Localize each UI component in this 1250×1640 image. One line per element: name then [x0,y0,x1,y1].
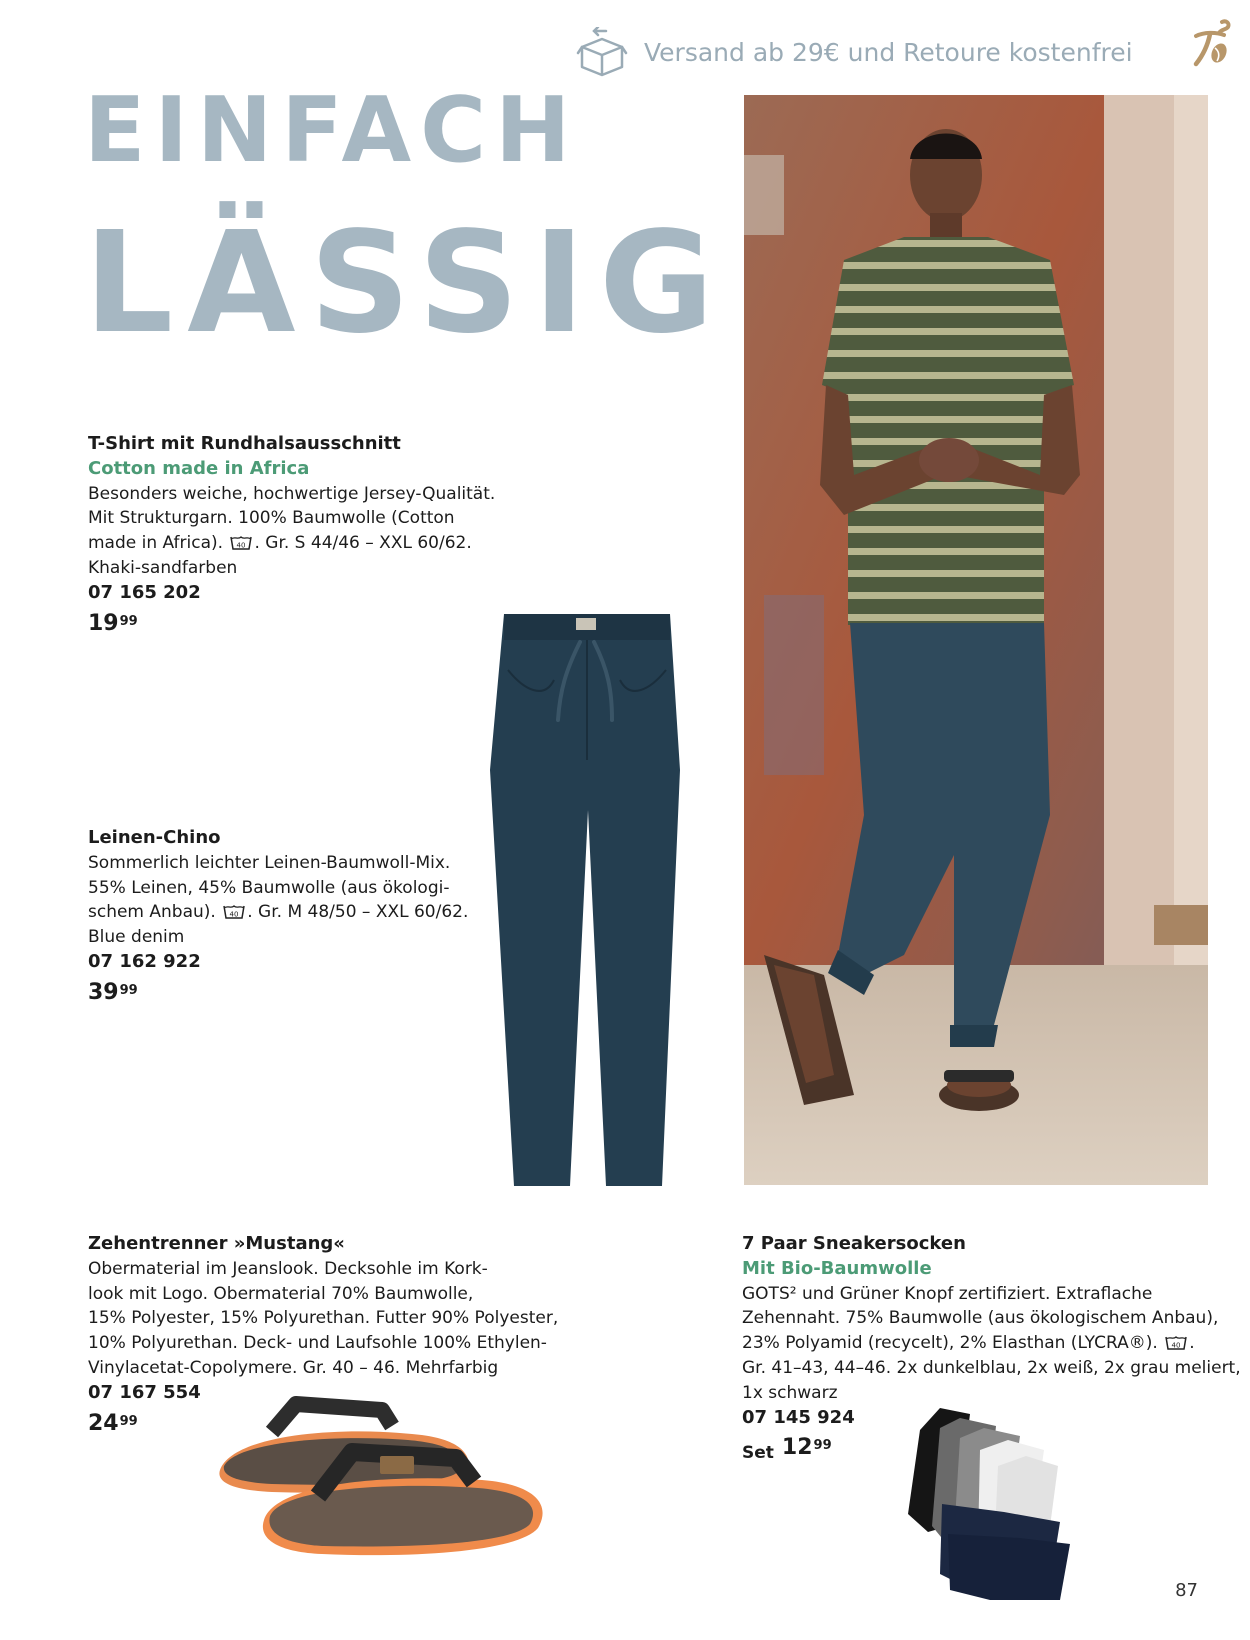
product-price: Set 12 99 [742,1435,832,1464]
product-chino [88,826,508,1006]
shipping-text: Versand ab 29€ und Retoure kostenfrei [644,37,1133,67]
product-title: Zehentrenner »Mustang« [88,1233,345,1254]
product-price: 19 99 [88,610,138,636]
model-photo [744,95,1208,1185]
wash-40-icon [1165,1335,1187,1351]
product-title: Leinen-Chino [88,827,221,848]
product-article-number: 07 145 924 [742,1406,855,1428]
shipping-banner [576,22,1133,82]
product-description: Obermaterial im Jeanslook. Decksohle im Kork- look mit Logo. Obermaterial 70% Baumwolle, 15% Polyester, 15% Polyurethan. Futter 90% Polyester, 10% Polyurethan. Deck- und Laufsohle 100% Ethylen- Vinylacetat-Copolymere. Gr. 40 – 46. Mehrfarbig [88,1258,559,1378]
product-subtitle: Mit Bio-Baumwolle [742,1257,932,1279]
product-article-number: 07 165 202 [88,581,201,603]
shipping-box-icon [576,27,628,77]
wash-40-icon [223,904,245,920]
product-flipflops [88,1232,648,1436]
product-socks [742,1232,1242,1466]
chino-product-photo [484,610,690,1190]
product-article-number: 07 162 922 [88,950,201,972]
page-number: 87 [1175,1580,1198,1601]
headline-line-2: LÄSSIG [84,202,728,365]
wash-40-icon [230,535,252,551]
svg-text:40: 40 [1171,1341,1181,1350]
product-price: 39 99 [88,979,138,1005]
product-title: 7 Paar Sneakersocken [742,1233,966,1254]
product-article-number: 07 167 554 [88,1381,201,1403]
product-subtitle: Cotton made in Africa [88,457,310,479]
product-tshirt [88,432,608,636]
tchibo-coffee-logo-icon [1186,18,1232,70]
svg-text:40: 40 [237,541,246,550]
product-description: Sommerlich leichter Leinen-Baumwoll-Mix. 55% Leinen, 45% Baumwolle (aus ökologi- schem Anbau). 40 . Gr. M 48/50 – XXL 60/62. Blue denim [88,852,469,948]
headline-line-1: EINFACH [84,78,580,183]
product-price: 24 99 [88,1410,138,1436]
product-description: Besonders weiche, hochwertige Jersey-Qualität. Mit Strukturgarn. 100% Baumwolle (Cotton made in Africa). 40 . Gr. S 44/46 – XXL 60/62. Khaki-sandfarben [88,483,496,578]
svg-text:40: 40 [229,910,239,919]
product-description: GOTS² und Grüner Knopf zertifiziert. Extraflache Zehennaht. 75% Baumwolle (aus ökologischem Anbau), 23% Polyamid (recycelt), 2% Elasthan (LYCRA®). 40 . Gr. 41–43, 44–46. 2x dunkelblau, 2x weiß, 2x grau meliert, 1x schwarz [742,1283,1241,1403]
product-title: T-Shirt mit Rundhalsausschnitt [88,433,401,454]
